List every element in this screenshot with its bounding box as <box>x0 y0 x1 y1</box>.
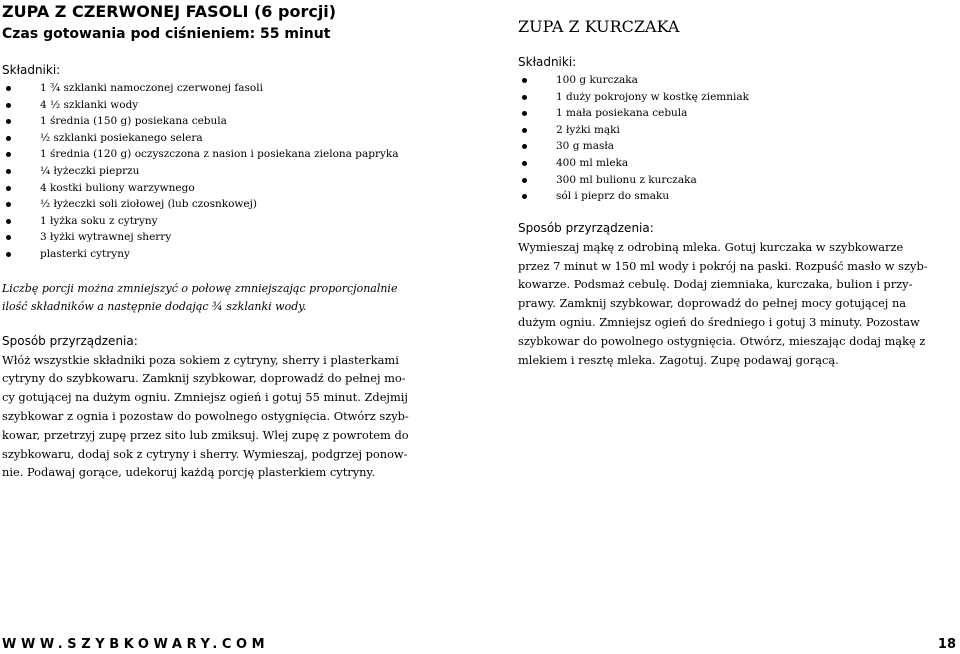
list-item: ½ szklanki posiekanego selera <box>0 130 448 147</box>
list-item: ¼ łyżeczki pieprzu <box>0 163 448 180</box>
cooking-time: Czas gotowania pod ciśnieniem: 55 minut <box>2 26 331 42</box>
list-item: 3 łyżki wytrawnej sherry <box>0 229 448 246</box>
bullet-icon <box>6 235 11 240</box>
list-item: 400 ml mleka <box>516 155 960 172</box>
list-item: 300 ml bulionu z kurczaka <box>516 172 960 189</box>
method-line: Wymieszaj mąkę z odrobiną mleka. Gotuj kurczaka w szybkowarze <box>518 239 904 254</box>
bullet-icon <box>522 95 527 100</box>
bullet-icon <box>522 128 527 133</box>
list-item: 1 średnia (150 g) posiekana cebula <box>0 113 448 130</box>
bullet-icon <box>522 161 527 166</box>
bullet-icon <box>522 144 527 149</box>
bullet-icon <box>6 186 11 191</box>
ingredients-list <box>0 80 448 263</box>
bullet-icon <box>6 136 11 141</box>
bullet-icon <box>6 86 11 91</box>
list-item: 30 g masła <box>516 138 960 155</box>
list-item: 4 kostki buliony warzywnego <box>0 180 448 197</box>
list-item: plasterki cytryny <box>0 246 448 263</box>
bullet-icon <box>6 219 11 224</box>
method-line: przez 7 minut w 150 ml wody i pokrój na paski. Rozpuść masło w szyb- <box>518 258 928 273</box>
note-line: ilość składników a następnie dodając ¾ szklanki wody. <box>2 299 307 313</box>
bullet-icon <box>6 169 11 174</box>
list-item: ½ łyżeczki soli ziołowej (lub czosnkowej) <box>0 196 448 213</box>
method-line: cy gotującej na dużym ogniu. Zmniejsz ogień i gotuj 55 minut. Zdejmij <box>2 390 408 405</box>
ingredients-heading: Składniki: <box>518 55 577 69</box>
footer-website: WWW.SZYBKOWARY.COM <box>2 637 270 652</box>
portion-note <box>2 280 446 316</box>
bullet-icon <box>6 252 11 257</box>
list-item: 1 ¾ szklanki namoczonej czerwonej fasoli <box>0 80 448 97</box>
method-line: prawy. Zamknij szybkowar, doprowadź do pełnej mocy gotującej na <box>518 296 907 311</box>
method-line: cytryny do szybkowaru. Zamknij szybkowar, doprowadź do pełnej mo- <box>2 371 406 386</box>
method-line: dużym ogniu. Zmniejsz ogień do średniego i gotuj 3 minuty. Pozostaw <box>518 314 920 329</box>
list-item: 2 łyżki mąki <box>516 122 960 139</box>
list-item: sól i pieprz do smaku <box>516 188 960 205</box>
bullet-icon <box>522 111 527 116</box>
right-recipe <box>516 0 960 369</box>
list-item: 1 łyżka soku z cytryny <box>0 213 448 230</box>
bullet-icon <box>522 178 527 183</box>
recipe-title: ZUPA Z CZERWONEJ FASOLI (6 porcji) <box>2 2 337 21</box>
bullet-icon <box>522 194 527 199</box>
method-line: szybkowaru, dodaj sok z cytryny i sherry. Wymieszaj, podgrzej ponow- <box>2 446 408 461</box>
bullet-icon <box>522 78 527 83</box>
method-text <box>2 351 446 483</box>
list-item: 1 duży pokrojony w kostkę ziemniak <box>516 89 960 106</box>
list-item: 1 średnia (120 g) oczyszczona z nasion i posiekana zielona papryka <box>0 146 448 163</box>
bullet-icon <box>6 103 11 108</box>
method-line: mlekiem i resztę mleka. Zagotuj. Zupę podawaj gorącą. <box>518 352 839 367</box>
method-line: szybkowar z ognia i pozostaw do powolnego ostygnięcia. Otwórz szyb- <box>2 408 409 423</box>
page-number: 18 <box>937 637 956 652</box>
method-line: kowar, przetrzyj zupę przez sito lub zmiksuj. Wlej zupę z powrotem do <box>2 427 409 442</box>
bullet-icon <box>6 119 11 124</box>
method-line: nie. Podawaj gorące, udekoruj każdą porcję plasterkiem cytryny. <box>2 465 376 480</box>
list-item: 4 ½ szklanki wody <box>0 97 448 114</box>
bullet-icon <box>6 152 11 157</box>
method-heading: Sposób przyrządzenia: <box>2 333 138 348</box>
method-line: kowarze. Podsmaż cebulę. Dodaj ziemniaka, kurczaka, bulion i przy- <box>518 277 913 292</box>
ingredients-heading: Składniki: <box>2 63 61 77</box>
bullet-icon <box>6 202 11 207</box>
recipe-title: ZUPA Z KURCZAKA <box>518 17 680 36</box>
list-item: 1 mała posiekana cebula <box>516 105 960 122</box>
list-item: 100 g kurczaka <box>516 72 960 89</box>
method-text <box>518 238 960 370</box>
method-line: szybkowar do powolnego ostygnięcia. Otwórz, mieszając dodaj mąkę z <box>518 333 926 348</box>
method-heading: Sposób przyrządzenia: <box>518 220 654 235</box>
method-line: Włóż wszystkie składniki poza sokiem z cytryny, sherry i plasterkami <box>2 352 399 367</box>
ingredients-list <box>516 72 960 205</box>
left-recipe <box>0 0 448 482</box>
note-line: Liczbę porcji można zmniejszyć o połowę zmniejszając proporcjonalnie <box>2 281 398 295</box>
